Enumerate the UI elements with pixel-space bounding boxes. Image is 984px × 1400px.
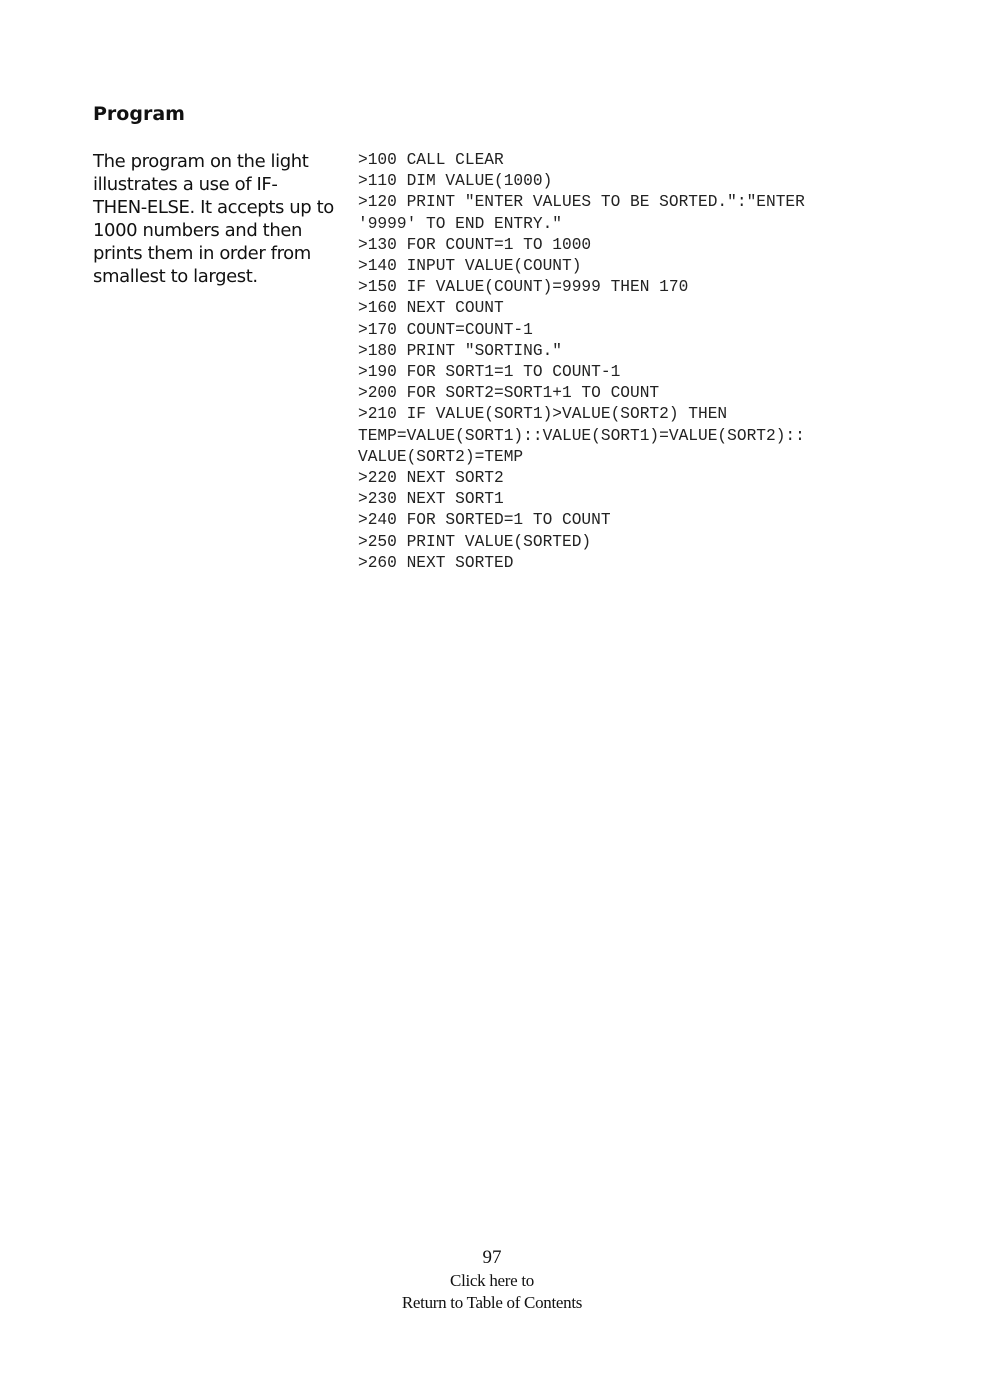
- section-heading: Program: [93, 103, 185, 125]
- code-line: >110 DIM VALUE(1000): [358, 172, 553, 191]
- code-line: >190 FOR SORT1=1 TO COUNT-1: [358, 363, 621, 382]
- description-line: smallest to largest.: [93, 266, 258, 287]
- program-listing: [358, 150, 958, 574]
- code-line: >230 NEXT SORT1: [358, 490, 504, 509]
- page-number: 97: [482, 1247, 502, 1268]
- toc-link-line2[interactable]: Return to Table of Contents: [401, 1293, 583, 1312]
- code-line: >100 CALL CLEAR: [358, 151, 504, 169]
- code-line: >140 INPUT VALUE(COUNT): [358, 257, 582, 276]
- code-line: >220 NEXT SORT2: [358, 469, 504, 488]
- code-line: TEMP=VALUE(SORT1)::VALUE(SORT1)=VALUE(SORT2)::: [358, 426, 805, 445]
- description-line: THEN-ELSE. It accepts up to: [93, 197, 334, 218]
- code-line: >170 COUNT=COUNT-1: [358, 320, 533, 339]
- page-footer: [0, 1246, 984, 1314]
- code-line: >160 NEXT COUNT: [358, 299, 504, 318]
- code-line: >210 IF VALUE(SORT1)>VALUE(SORT2) THEN: [358, 405, 728, 424]
- code-line: >200 FOR SORT2=SORT1+1 TO COUNT: [358, 384, 660, 403]
- description-line: prints them in order from: [93, 243, 311, 264]
- program-description: [93, 150, 341, 288]
- code-line: '9999' TO END ENTRY.": [358, 214, 562, 233]
- code-line: >120 PRINT "ENTER VALUES TO BE SORTED.":"ENTER: [358, 193, 805, 212]
- toc-link-line1[interactable]: Click here to: [450, 1271, 534, 1290]
- description-line: 1000 numbers and then: [93, 220, 303, 241]
- code-line: >260 NEXT SORTED: [358, 553, 514, 572]
- code-line: >180 PRINT "SORTING.": [358, 341, 562, 360]
- description-line: The program on the light: [93, 151, 309, 172]
- code-line: >250 PRINT VALUE(SORTED): [358, 532, 592, 551]
- code-line: >150 IF VALUE(COUNT)=9999 THEN 170: [358, 278, 689, 297]
- code-line: VALUE(SORT2)=TEMP: [358, 447, 524, 466]
- description-line: illustrates a use of IF-: [93, 174, 278, 195]
- code-line: >240 FOR SORTED=1 TO COUNT: [358, 511, 611, 530]
- code-line: >130 FOR COUNT=1 TO 1000: [358, 235, 592, 254]
